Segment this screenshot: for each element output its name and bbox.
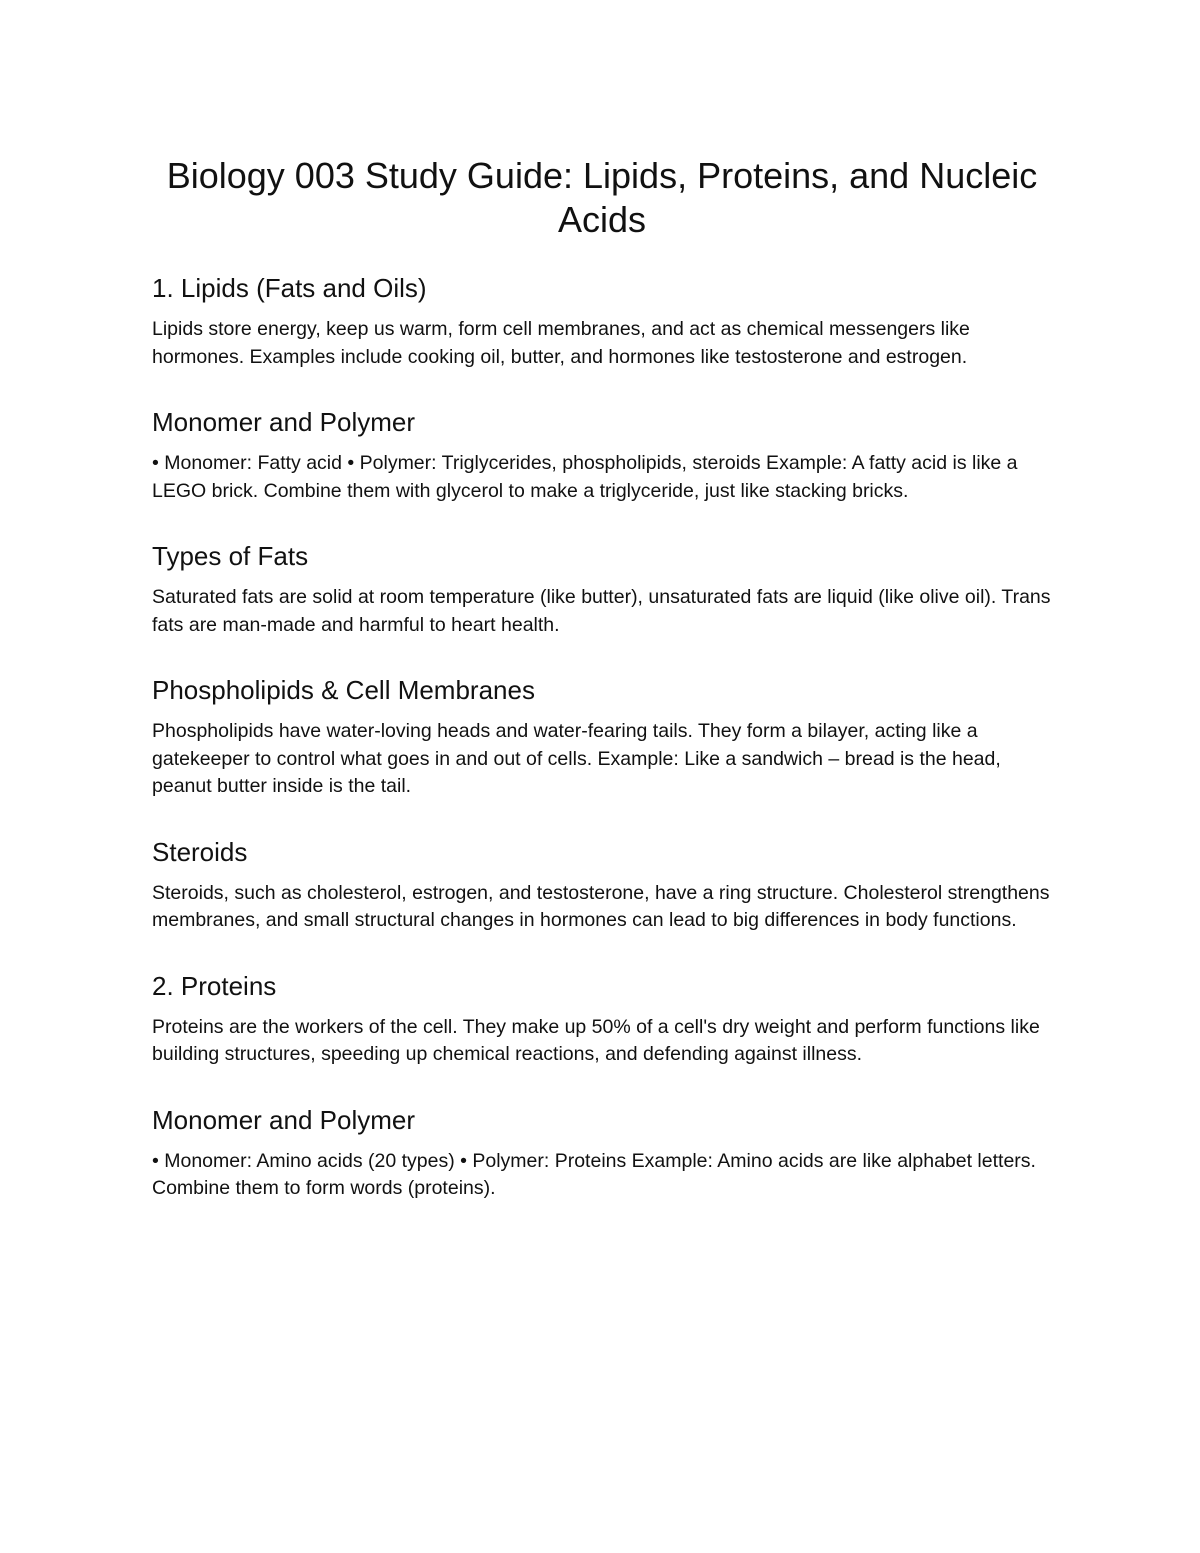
section-text-types-of-fats: Saturated fats are solid at room temperature (like butter), unsaturated fats are liquid (like olive oil). Trans fats are man-made and harmful to heart health. (152, 586, 1051, 636)
section-text-lipids: Lipids store energy, keep us warm, form cell membranes, and act as chemical messengers like hormones. Examples include cooking oil, butter, and hormones like testosterone and estrogen. (152, 318, 970, 368)
section-text-proteins: Proteins are the workers of the cell. They make up 50% of a cell's dry weight and perform functions like building structures, speeding up chemical reactions, and defending against illness. (152, 1015, 1040, 1065)
section-heading-steroids: Steroids (152, 836, 248, 867)
section-text-proteins-monomer-polymer: • Monomer: Amino acids (20 types) • Polymer: Proteins Example: Amino acids are like alphabet letters. Combine them to form words (proteins). (152, 1149, 1036, 1199)
document-content (152, 154, 1052, 1238)
section-heading-types-of-fats: Types of Fats (152, 541, 309, 571)
section-heading-lipids-monomer-polymer: Monomer and Polymer (152, 407, 415, 437)
document-title: Biology 003 Study Guide: Lipids, Proteins, and Nucleic Acids (166, 155, 1038, 240)
section-heading-proteins-monomer-polymer: Monomer and Polymer (152, 1104, 415, 1135)
section-heading-proteins: 2. Proteins (152, 970, 277, 1001)
section-heading-phospholipids: Phospholipids & Cell Membranes (152, 675, 535, 705)
section-text-lipids-monomer-polymer: • Monomer: Fatty acid • Polymer: Triglycerides, phospholipids, steroids Example: A fatty acid is like a LEGO brick. Combine them with glycerol to make a triglyceride, just like stacking bricks. (152, 452, 1018, 502)
section-text-phospholipids: Phospholipids have water-loving heads and water-fearing tails. They form a bilayer, acting like a gatekeeper to control what goes in and out of cells. Example: Like a sandwich – bread is the head, peanut butter inside is the tail. (152, 720, 1001, 797)
section-text-steroids: Steroids, such as cholesterol, estrogen, and testosterone, have a ring structure. Cholesterol strengthens membranes, and small structural changes in hormones can lead to big differences in body functions. (152, 881, 1050, 931)
section-heading-lipids: 1. Lipids (Fats and Oils) (152, 273, 427, 303)
